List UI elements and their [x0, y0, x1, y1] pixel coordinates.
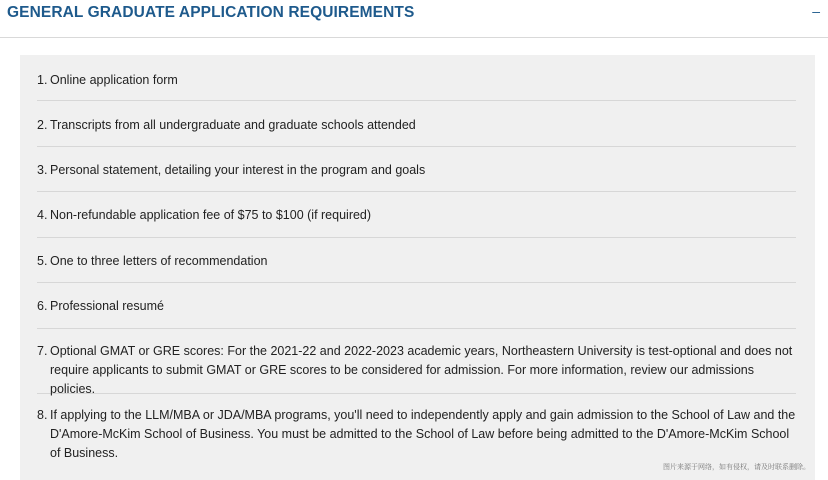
requirements-panel	[20, 55, 815, 480]
requirement-number: 8.	[37, 408, 48, 422]
collapse-icon[interactable]: –	[812, 3, 820, 19]
requirement-text: Personal statement, detailing your interest in the program and goals	[50, 163, 426, 177]
watermark-text: 图片来源于网络，如有侵权，请及时联系删除。	[663, 464, 810, 471]
requirement-item	[37, 192, 796, 238]
requirement-number: 6.	[37, 299, 48, 313]
requirement-item	[37, 238, 796, 283]
requirement-text: Professional resumé	[50, 299, 164, 313]
requirement-text: Non-refundable application fee of $75 to $100 (if required)	[50, 208, 372, 222]
requirement-item	[37, 283, 796, 329]
requirement-item	[37, 147, 796, 192]
requirements-list	[20, 55, 815, 479]
requirement-number: 5.	[37, 254, 48, 268]
accordion-header[interactable]	[0, 0, 828, 38]
requirement-text: If applying to the LLM/MBA or JDA/MBA programs, you'll need to independently apply and gain admission to the School of Law and the D'Amore-McKim School of Business. You must be admitted to the School of Law before being admitted to the D'Amore-McKim School of Business.	[50, 408, 796, 460]
requirement-number: 3.	[37, 163, 48, 177]
requirement-number: 1.	[37, 73, 48, 87]
requirement-number: 4.	[37, 208, 48, 222]
requirement-item	[37, 329, 796, 394]
requirement-item	[37, 55, 796, 101]
requirement-number: 7.	[37, 344, 48, 358]
requirement-item	[37, 101, 796, 147]
requirement-text: Optional GMAT or GRE scores: For the 2021-22 and 2022-2023 academic years, Northeastern University is test-optional and does not require applicants to submit GMAT or GRE scores to be considered for admission. For more information, review our admissions policies.	[50, 344, 793, 396]
requirement-text: Online application form	[50, 73, 178, 87]
accordion-title: GENERAL GRADUATE APPLICATION REQUIREMENTS	[7, 4, 415, 21]
requirement-text: Transcripts from all undergraduate and graduate schools attended	[50, 118, 416, 132]
requirement-text: One to three letters of recommendation	[50, 254, 268, 268]
requirement-number: 2.	[37, 118, 48, 132]
